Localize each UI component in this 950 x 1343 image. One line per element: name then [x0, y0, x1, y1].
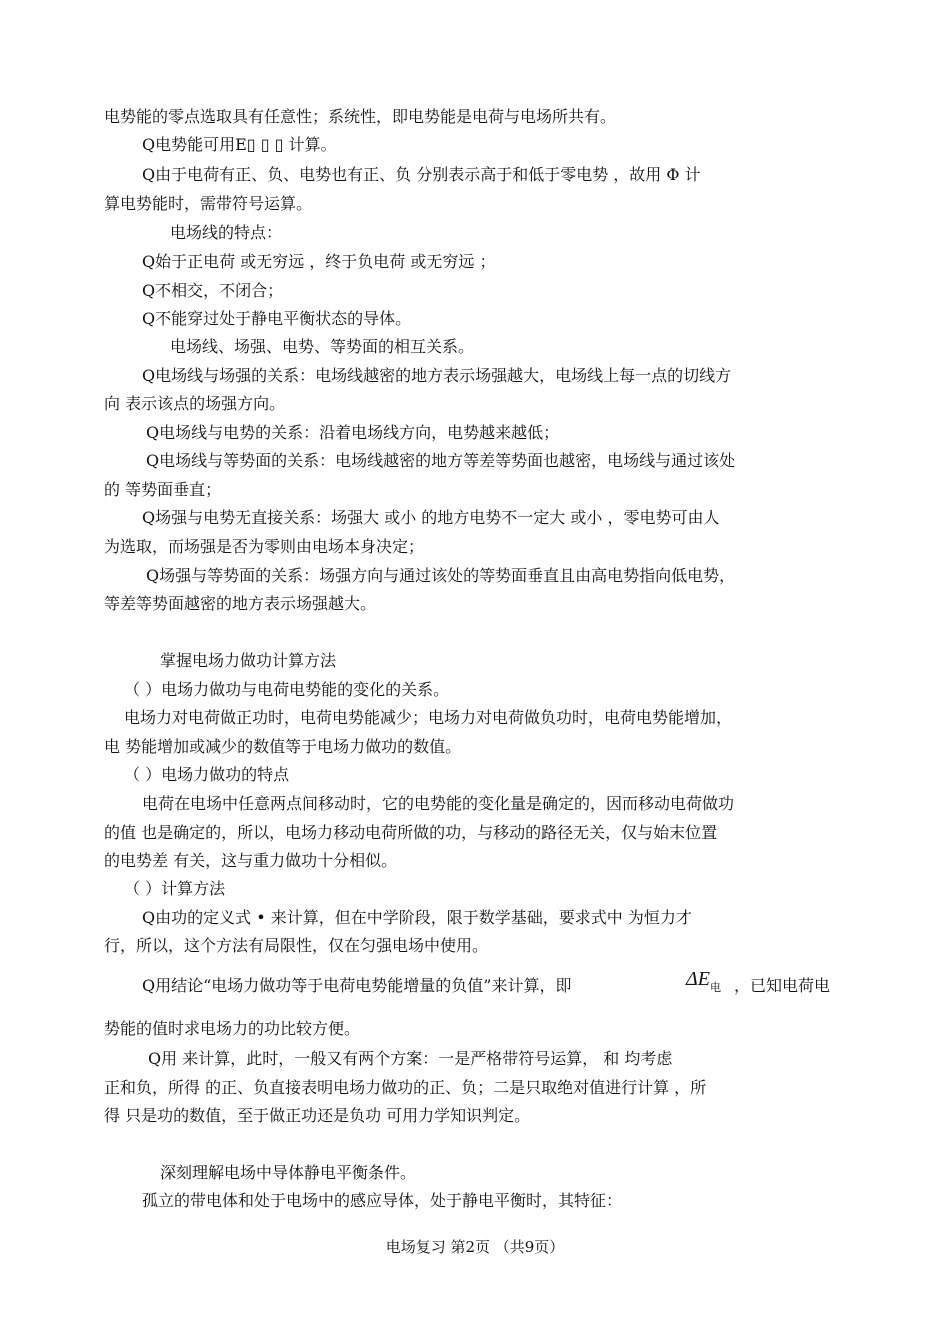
- text-line: 正和负，所得 的正、负直接表明电场力做功的正、负；二是只取绝对值进行计算 ，所: [104, 1078, 707, 1097]
- text-line: ，已知电荷电: [734, 976, 831, 995]
- text-line: 势能的值时求电场力的功比较方便。: [104, 1019, 361, 1038]
- text-line: Q始于正电荷 或无穷远 ，终于负电荷 或无穷远 ；: [142, 252, 496, 271]
- text-line: 的 等势面垂直；: [104, 480, 222, 499]
- text-line: （ ）电场力做功的特点: [124, 765, 290, 784]
- text-line: 为选取，而场强是否为零则由电场本身决定；: [104, 537, 425, 556]
- text-line: Q用 来计算，此时，一般又有两个方案：一是严格带符号运算， 和 均考虑: [148, 1049, 673, 1068]
- text-line: （ ）计算方法: [124, 879, 226, 898]
- formula-delta-e: [686, 966, 721, 1001]
- text-line: Q用结论“电场力做功等于电荷电势能增量的负值”来计算，即: [142, 976, 572, 995]
- formula-subscript: 电: [709, 981, 721, 994]
- text-line: Q场强与等势面的关系：场强方向与通过该处的等势面垂直且由高电势指向低电势，: [146, 566, 736, 585]
- text-line: 等差等势面越密的地方表示场强越大。: [104, 594, 377, 613]
- text-line: Q电势能可用E▯ ▯ ▯ 计算。: [142, 135, 337, 154]
- text-line: （ ）电场力做功与电荷电势能的变化的关系。: [124, 680, 450, 699]
- text-line: 电荷在电场中任意两点间移动时，它的电势能的变化量是确定的，因而移动电荷做功: [142, 794, 735, 813]
- section-heading: 掌握电场力做功计算方法: [160, 651, 337, 670]
- text-line: 算电势能时，需带符号运算。: [104, 194, 313, 213]
- text-line: Q电场线与等势面的关系：电场线越密的地方等差等势面也越密，电场线与通过该处: [146, 451, 736, 470]
- text-line: 向 表示该点的场强方向。: [104, 394, 286, 413]
- text-line: Q由于电荷有正、负、电势也有正、负 分别表示高于和低于零电势 ，故用 Φ 计: [142, 165, 701, 184]
- text-line: Q场强与电势无直接关系：场强大 或小 的地方电势不一定大 或小 ，零电势可由人: [142, 508, 720, 527]
- text-line: 电场力对电荷做正功时，电荷电势能减少；电场力对电荷做负功时，电荷电势能增加，: [124, 708, 733, 727]
- text-line: 孤立的带电体和处于电场中的感应导体，处于静电平衡时，其特征：: [142, 1191, 623, 1210]
- text-line: 的值 也是确定的，所以，电场力移动电荷所做的功，与移动的路径无关，仅与始末位置: [104, 823, 718, 842]
- section-heading: 深刻理解电场中导体静电平衡条件。: [160, 1163, 417, 1182]
- formula-symbol: ΔE: [686, 968, 710, 990]
- text-line: 电 势能增加或减少的数值等于电场力做功的数值。: [104, 737, 462, 756]
- text-line: 电场线、场强、电势、等势面的相互关系。: [170, 337, 475, 356]
- text-line: Q由功的定义式 • 来计算，但在中学阶段，限于数学基础，要求式中 为恒力才: [142, 908, 692, 927]
- page-footer: 电场复习 第2页 （共9页）: [385, 1238, 565, 1256]
- text-line: Q不相交，不闭合；: [142, 281, 284, 300]
- text-line: Q不能穿过处于静电平衡状态的导体。: [142, 309, 412, 328]
- text-line: 电势能的零点选取具有任意性；系统性，即电势能是电荷与电场所共有。: [104, 107, 617, 126]
- text-line: 得 只是功的数值，至于做正功还是负功 可用力学知识判定。: [104, 1106, 531, 1125]
- text-line: 行，所以，这个方法有局限性，仅在匀强电场中使用。: [104, 936, 489, 955]
- text-line: 电场线的特点：: [170, 223, 283, 242]
- text-line: 的电势差 有关，这与重力做功十分相似。: [104, 851, 398, 870]
- text-line: Q电场线与场强的关系：电场线越密的地方表示场强越大，电场线上每一点的切线方: [142, 366, 732, 385]
- text-line: Q电场线与电势的关系：沿着电场线方向，电势越来越低；: [146, 423, 560, 442]
